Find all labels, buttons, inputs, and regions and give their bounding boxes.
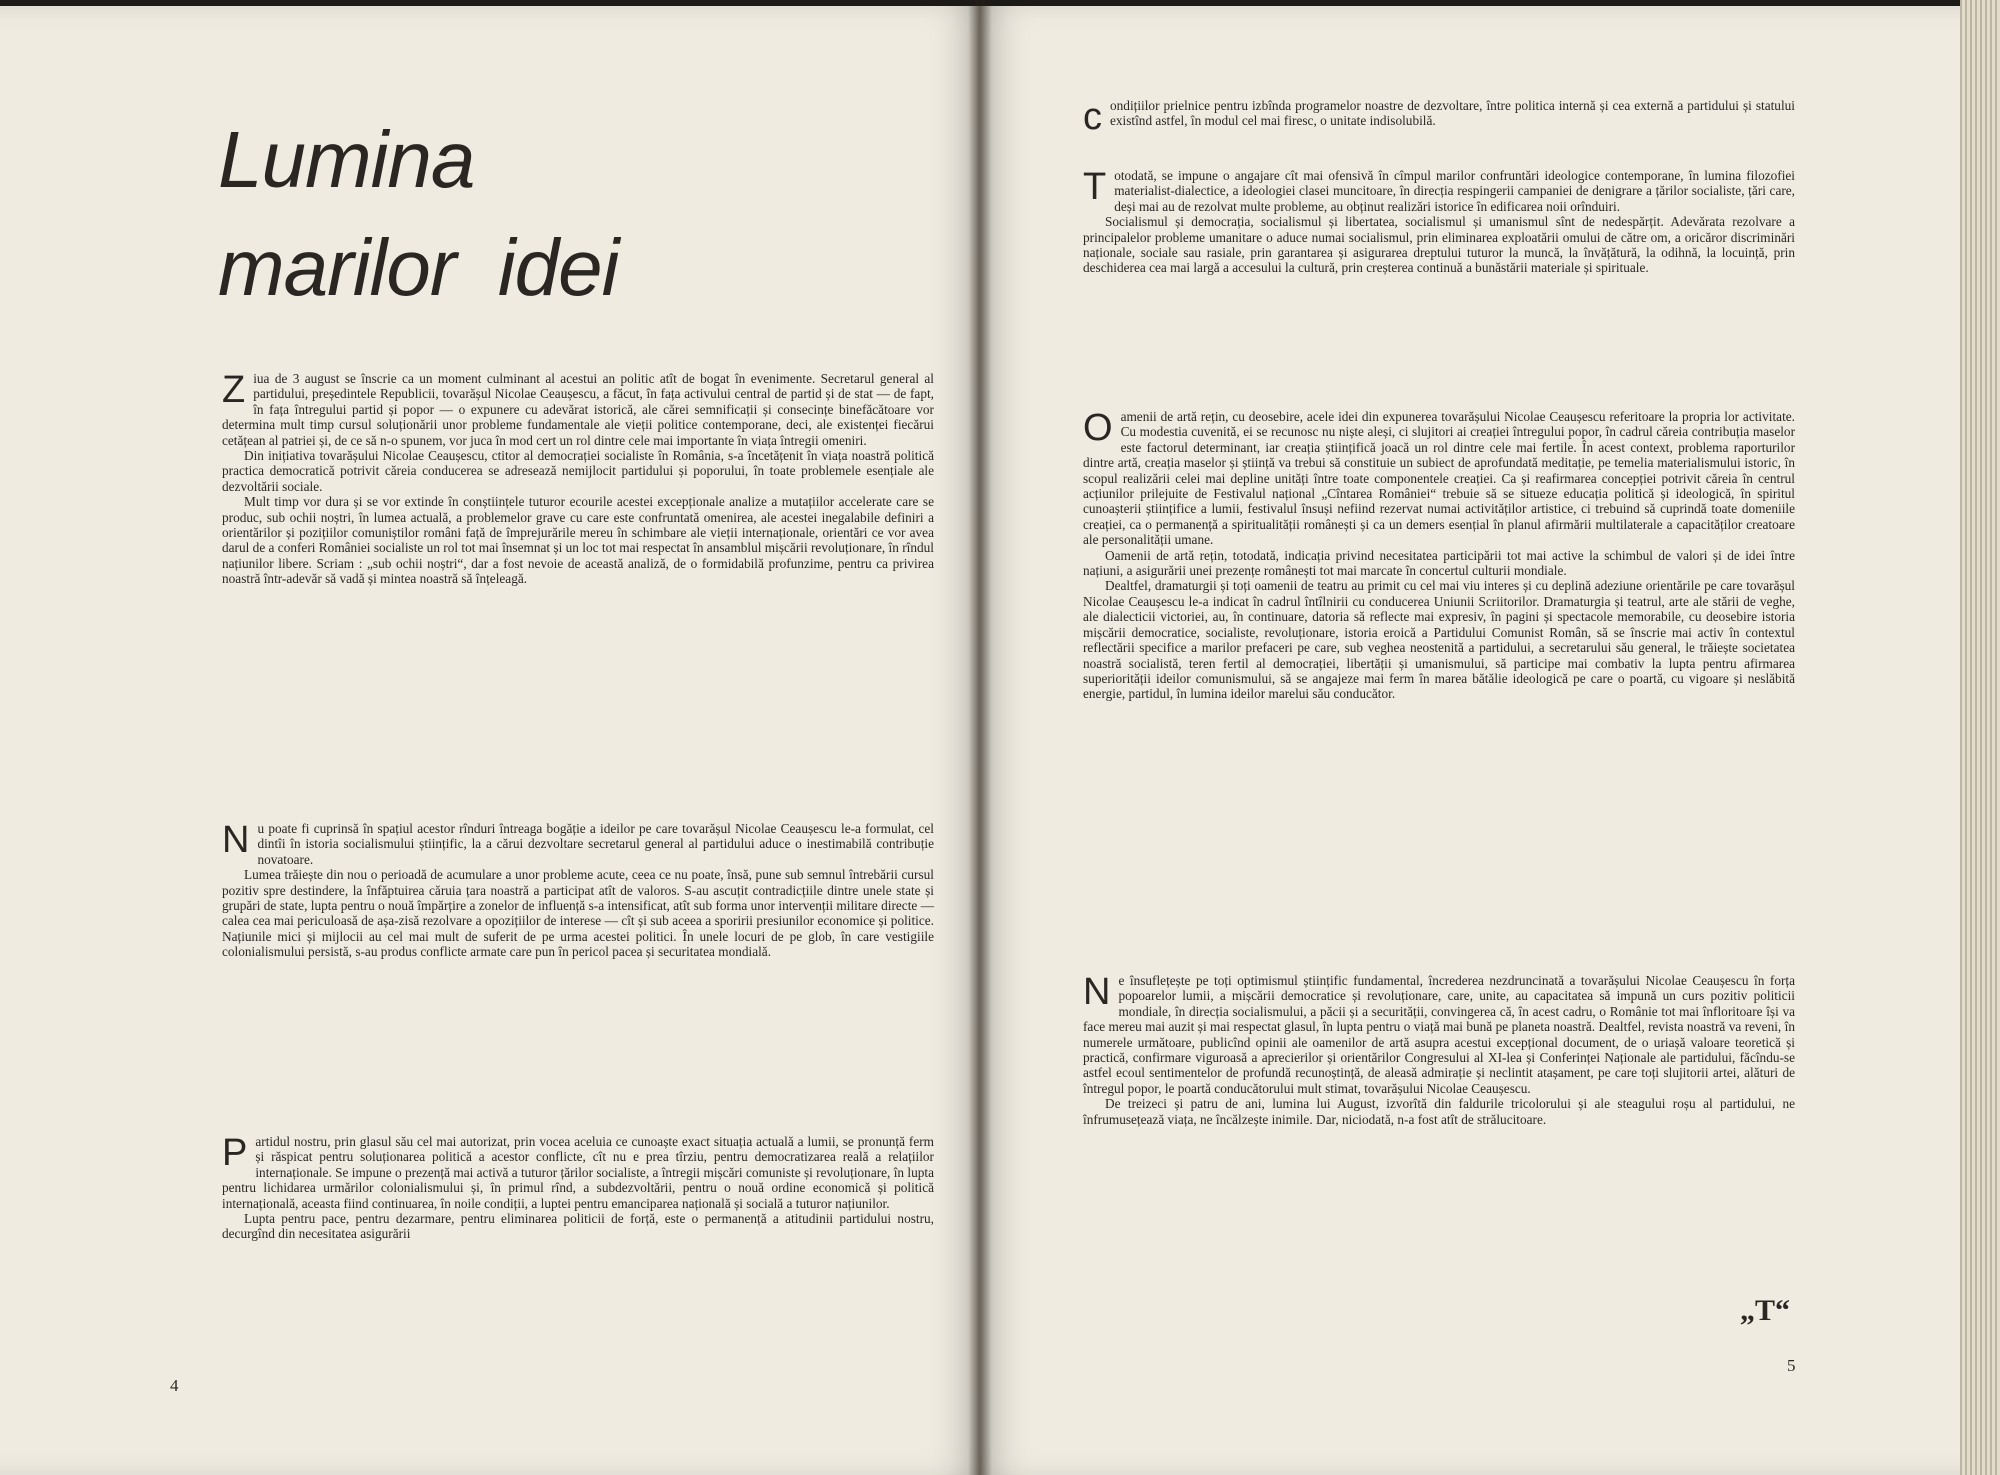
page-number-left: 4 — [170, 1376, 179, 1395]
book-gutter — [968, 0, 992, 1475]
paragraph: condițiilor prielnice pentru izbînda programelor noastre de dezvoltare, între politica internă și cea externă a partidului și statului existînd astfel, în modul cel mai firesc, o unitate indisolubilă. — [1083, 96, 1795, 138]
right-page — [977, 6, 1960, 1475]
left-section-2 — [222, 821, 934, 960]
title-line-1: Lumina — [218, 115, 475, 204]
page-edges — [1960, 0, 2000, 1475]
paragraph: Nu poate fi cuprinsă în spațiul acestor rînduri întreaga bogăție a ideilor pe care tovarășul Nicolae Ceaușescu le-a formulat, cel dintîi în istoria socialismului științific, la a cărui dezvoltare secretarul general al partidului aduce o inestimabilă contribuție novatoare. — [222, 819, 934, 867]
paragraph: Oamenii de artă rețin, totodată, indicația privind necesitatea participării tot mai active la schimbul de valori și de idei între națiuni, a asigurării unei prezențe românești tot mai marcate în concertul culturii mondiale. — [1083, 547, 1795, 579]
paragraph: Lumea trăiește din nou o perioadă de acumulare a unor probleme acute, ceea ce nu poate, însă, pune sub semnul întrebării cursul pozitiv spre destindere, la înfăptuirea căruia țara noastră a participat atît de valoros. S-au ascuțit contradicțiile dintre unele state și grupări de state, lupta pentru o nouă împărțire a zonelor de influență s-a intensificat, atît sub forma unor intervenții militare directe — calea cea mai periculoasă de așa-zisă rezolvare a opozițiilor de interese — cît și sub aceea a sporirii presiunilor economice și politice. Națiunile mici și mijlocii au cel mai mult de suferit de pe urma acestei politici. În unele locuri de pe glob, în care vestigiile colonialismului persistă, s-au produs conflicte armate care pun în pericol pacea și securitatea mondială. — [222, 867, 934, 960]
right-section-2 — [1083, 409, 1795, 702]
paragraph: Ziua de 3 august se înscrie ca un moment culminant al acestui an politic atît de bogat în evenimente. Secretarul general al partidului, președintele Republicii, tovarășul Nicolae Ceaușescu, a făcut, în fața activului central de partid și de stat — de fapt, în fața întregului partid și popor — o expunere cu adevărat istorică, ale cărei semnificații și consecințe binefăcătoare vor determina mult timp cursul soluționării unor probleme fundamentale ale vieții politice contemporane, deci, ale existenței fiecărui cetățean al patriei și, de ce să n-o spunem, vor juca în mod cert un rol dintre cele mai importante în viața întregii omeniri. — [222, 369, 934, 448]
paragraph: Dealtfel, dramaturgii și toți oamenii de teatru au primit cu cel mai viu interes și cu deplină adeziune orientările pe care tovarășul Nicolae Ceaușescu le-a indicat în cadrul întîlnirii cu conducerea Uniunii Scriitorilor. Dramaturgia și teatrul, arte ale stării de veghe, ale dialecticii victoriei, au, în continuare, datoria să reflecte mai expresiv, în pagini și spectacole memorabile, cu deosebire istoria mișcării democratice, socialiste, revoluționare, istoria eroică a Partidului Comunist Român, să se înscrie mai activ în contextul reflectării specifice a marilor prefaceri pe care, sub veghea neostenită a partidului, a secretarului său general, le trăiește societatea noastră socialistă, teren fertil al democrației, libertății și umanismului, să participe mai combativ la lupta pentru afirmarea superiorității ideilor comunismului, să se angajeze mai ferm în marea bătălie ideologică pe care o poartă, cu vigoare și neslăbită energie, partidul, în lumina ideilor marelui său conducător. — [1083, 578, 1795, 702]
paragraph: Lupta pentru pace, pentru dezarmare, pentru eliminarea politicii de forță, este o permanență a atitudinii partidului nostru, decurgînd din necesitatea asigurării — [222, 1211, 934, 1242]
right-section-1 — [1083, 168, 1795, 276]
paragraph: Mult timp vor dura și se vor extinde în conștiințele tuturor ecourile acestei excepționale analize a mutațiilor accelerate care se produc, sub ochii noștri, în lumea actuală, a problemelor grave cu care este confruntată omenirea, ale acestei inegalabile definiri a orientărilor și pozițiilor comuniștilor români față de împrejurările mereu în schimbare ale vieții internaționale, orientări ce vor avea darul de a conferi României socialiste un rol tot mai însemnat și un loc tot mai respectat în ansamblul mișcării revoluționare, în rîndul națiunilor libere. Scriam : „sub ochii noștri“, dar a fost nevoie de această analiză, de o formidabilă profunzime, pentru ca privirea noastră într-adevăr să vadă și mintea noastră să înțeleagă. — [222, 494, 934, 587]
paragraph: De treizeci și patru de ani, lumina lui August, izvorîtă din faldurile tricolorului și ale steagului roșu al partidului, ne înfrumusețează viața, ne încălzește inimile. Dar, niciodată, n-a fost atît de strălucitoare. — [1083, 1096, 1795, 1127]
left-section-3 — [222, 1134, 934, 1242]
paragraph: Totodată, se impune o angajare cît mai ofensivă în cîmpul marilor confruntări ideologice contemporane, în lumina filozofiei materialist-dialectice, a ideologiei clasei muncitoare, în direcția respingerii campaniei de denigrare a țărilor socialiste, țări care, deși mai au de rezolvat multe probleme, au obținut realizări istorice în edificarea noii orînduiri. — [1083, 166, 1795, 214]
left-page — [0, 6, 983, 1475]
page-number-right: 5 — [1787, 1356, 1796, 1375]
paragraph: Din inițiativa tovarășului Nicolae Ceaușescu, ctitor al democrației socialiste în România, s-a încetățenit în viața noastră politică practica democratică potrivit căreia conducerea se adresează nemijlocit partidului și poporului, în toate problemele esențiale ale dezvoltării sociale. — [222, 448, 934, 494]
title-line-2: marilor idei — [218, 223, 619, 312]
paragraph: Partidul nostru, prin glasul său cel mai autorizat, prin vocea aceluia ce cunoaște exact situația actuală a lumii, se pronunță ferm și răspicat pentru soluționarea politică a acestor conflicte, cît nu e prea tîrziu, pentru democratizarea reală a relațiilor internaționale. Se impune o prezență mai activă a tuturor țărilor socialiste, a întregii mișcări comuniste și revoluționare, în lupta pentru lichidarea urmărilor colonialismului și, în primul rînd, a subdezvoltării, pentru o nouă ordine economică și politică internațională, aceasta fiind continuarea, în noile condiții, a luptei pentru emanciparea națională și socială a tuturor națiunilor. — [222, 1132, 934, 1211]
right-section-0 — [1083, 96, 1795, 138]
paragraph: Socialismul și democrația, socialismul și libertatea, socialismul și umanismul sînt de nedespărțit. Adevărata rezolvare a principalelor probleme umanitare o aduce numai socialismul, prin eliminarea exploatării omului de către om, a oricăror discriminări naționale, sociale sau rasiale, prin garantarea și asigurarea dreptului tuturor la muncă, la învățătură, la odihnă, la locuință, prin deschiderea cea mai largă a accesului la cultură, prin creșterea continuă a bunăstării materiale și spirituale. — [1083, 214, 1795, 276]
paragraph: Oamenii de artă rețin, cu deosebire, acele idei din expunerea tovarășului Nicolae Ceaușescu referitoare la propria lor activitate. Cu modestia cuvenită, ei se recunosc nu niște aleși, ci slujitori ai creației întregului popor, în cadrul căreia contribuția maselor este factorul determinant, iar creația științifică joacă un rol dintre cele mai fertile. În acest context, problema raporturilor dintre artă, creația maselor și știință va trebui să constituie un subiect de aprofundată meditație, pe temelia materialismului istoric, în scopul realizării celei mai depline unități între toate componentele creației. Ca și reafirmarea concepției potrivit căreia în centrul acțiunilor prilejuite de Festivalul național „Cîntarea României“ trebuie să se situeze educația politică și ideologică, în spiritul cunoașterii științifice a lumii, festivalul însuși nefiind rezervat numai activităților artistice, ci trebuind să cuprindă toate domeniile creației, ca o permanență a spiritualității românești și ca un demers esențial în planul afirmării multilaterale a capacităților creatoare ale personalității umane. — [1083, 407, 1795, 548]
right-section-3 — [1083, 973, 1795, 1127]
left-section-1 — [222, 371, 934, 587]
author-signature: „T“ — [1740, 1294, 1791, 1327]
paragraph: Ne însuflețește pe toți optimismul științific fundamental, încrederea nezdruncinată a tovarășului Nicolae Ceaușescu în forța popoarelor lumii, a mișcării democratice și revoluționare, care, unite, au capacitatea să impună un curs pozitiv politicii mondiale, în direcția socialismului, a păcii și a securității, convingerea că, în acest cadru, o Românie tot mai înfloritoare își va face mereu mai auzit și mai respectat glasul, în lupta pentru o viață mai bună pe planeta noastră. Dealtfel, revista noastră va reveni, în numerele următoare, publicînd opinii ale oamenilor de artă asupra acestui excepțional document, de o uriașă valoare teoretică și practică, confirmare viguroasă a aprecierilor și orientărilor Congresului al XI-lea și Conferinței Naționale ale partidului, făcîndu-se astfel ecoul sentimentelor de profundă recunoștință, de aleasă admirație și neclintit atașament, pe care toți slujitorii artei, alături de întregul popor, le poartă conducătorului mult stimat, tovarășului Nicolae Ceaușescu. — [1083, 971, 1795, 1096]
article-title — [218, 106, 618, 322]
